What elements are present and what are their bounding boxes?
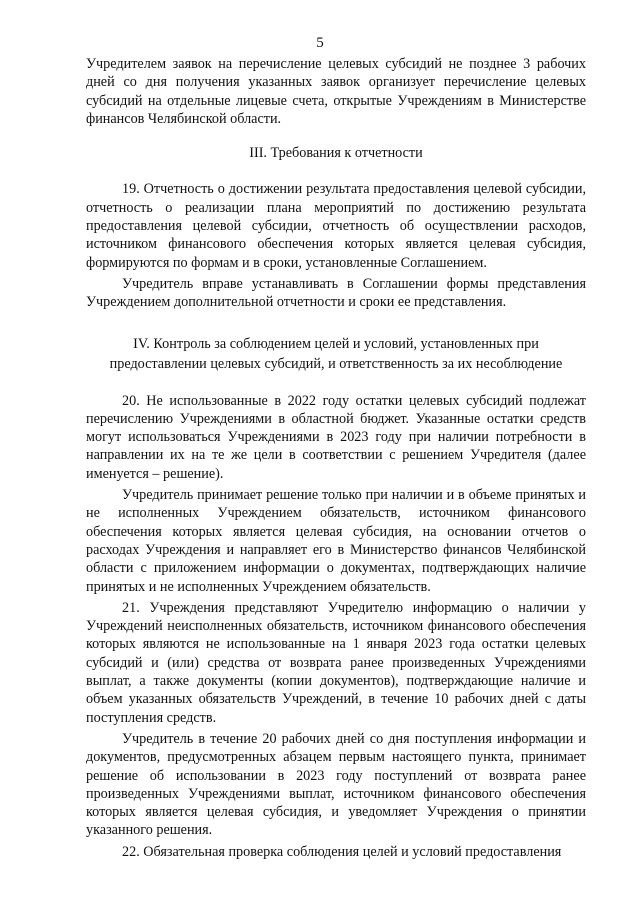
section-heading-4 — [86, 334, 586, 374]
paragraph-22: 22. Обязательная проверка соблюдения целей и условий предоставления — [122, 843, 562, 860]
paragraph-continuation: Учредителем заявок на перечисление целевых субсидий не позднее 3 рабочих дней со дня получения указанных заявок организует перечисление целевых субсидий на отдельные лицевые счета, открытые Учреждениям в Министерстве финансов Челябинской области. — [86, 56, 586, 127]
paragraph-19: 19. Отчетность о достижении результата предоставления целевой субсидии, отчетность о реализации плана мероприятий по достижению результата предоставления целевой субсидии, отчетность об осуществлении расходов, источником финансового обеспечения которых является целевая субсидия, формируются по формам и в сроки, установленные Соглашением. — [86, 181, 586, 271]
page-number: 5 — [316, 35, 324, 51]
section-heading-4-line-2: предоставлении целевых субсидий, и ответственность за их несоблюдение — [109, 355, 563, 372]
paragraph-19-second: Учредитель вправе устанавливать в Соглашении формы представления Учреждением дополнительной отчетности и сроки ее представления. — [86, 275, 586, 311]
paragraph-21: 21. Учреждения представляют Учредителю информацию о наличии у Учреждений неисполненных обязательств, источником финансового обеспечения которых являются не использованные на 1 января 2023 года остатки целевых субсидий и (или) средства от возврата ранее произведенных Учреждениями выплат, а также документы (копии документов), подтверждающие наличие и объем указанных обязательств Учреждений, в течение 10 рабочих дней с даты поступления средств. — [86, 599, 586, 726]
paragraph-20-second: Учредитель принимает решение только при наличии и в объеме принятых и не исполненных Учреждением обязательств, источником финансового обеспечения которых является целевая субсидия, на основании отчетов о расходах Учреждения и направляет его в Министерство финансов Челябинской области с приложением информации о документах, подтверждающих наличие принятых и не исполненных Учреждением обязательств. — [86, 487, 586, 595]
paragraph-21-second: Учредитель в течение 20 рабочих дней со дня поступления информации и документов, предусмотренных абзацем первым настоящего пункта, принимает решение об использовании в 2023 году поступлений от возврата ранее произведенных Учреждениями выплат, источником финансового обеспечения которых является целевая субсидия, и уведомляет Учреждения о принятии указанного решения. — [86, 730, 586, 839]
section-heading-3: III. Требования к отчетности — [249, 145, 423, 162]
document-body — [86, 55, 586, 861]
section-heading-4-line-1: IV. Контроль за соблюдением целей и условий, установленных при — [133, 335, 539, 352]
paragraph-20: 20. Не использованные в 2022 году остатки целевых субсидий подлежат перечислению Учреждениями в областной бюджет. Указанные остатки средств могут использоваться Учреждениями в 2023 году при наличии потребности в направлении их на те же цели в соответствии с решением Учредителя (далее именуется – решение). — [86, 392, 586, 482]
